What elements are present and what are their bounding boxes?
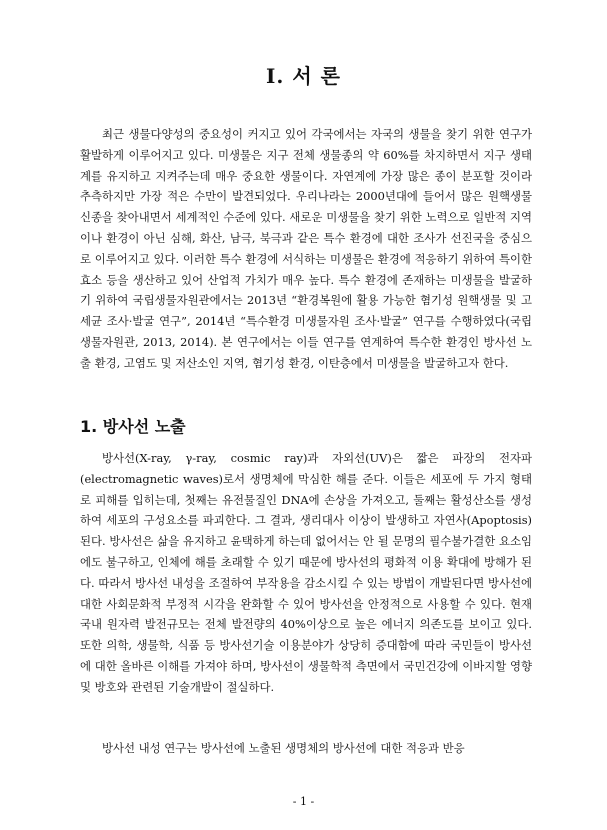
section-radiation-body-continued [80, 738, 532, 759]
chapter-title: I. 서 론 [266, 64, 341, 88]
section-radiation-paragraph-1: 방사선(X-ray, γ-ray, cosmic ray)과 자외선(UV)은 짧은 파장의 전자파(electromagnetic waves)로서 생명체에 막심한 해를 준다. 이들은 세포에 두 가지 형태로 피해를 입히는데, 첫째는 유전물질인 DNA에 손상을 가져오고, 둘째는 활성산소를 생성하여 세포의 구성요소를 파괴한다. 그 결과, 생리대사 이상이 발생하고 자연사(Apoptosis) 된다. 방사선은 삶을 유지하고 윤택하게 하는데 없어서는 안 될 문명의 필수불가결한 요소임에도 불구하고, 인체에 해를 초래할 수 있기 때문에 방사선의 평화적 이용 확대에 방해가 된다. 따라서 방사선 내성을 조절하여 부작용을 감소시킬 수 있는 방법이 개발된다면 방사선에 대한 사회문화적 부정적 시각을 완화할 수 있어 방사선을 안정적으로 사용할 수 있다. 현재 국내 원자력 발전규모는 전체 발전량의 40%이상으로 높은 에너지 의존도를 보이고 있다. 또한 의학, 생물학, 식품 등 방사선기술 이용분야가 상당히 증대함에 따라 국민들이 방사선에 대한 올바른 이해를 가져야 하며, 방사선이 생물학적 측면에서 국민건강에 이바지할 영향 및 방호와 관련된 기술개발이 절실하다. [80, 451, 532, 694]
page-number: - 1 - [292, 795, 315, 808]
section-heading-radiation: 1. 방사선 노출 [80, 417, 186, 436]
section-radiation-paragraph-2: 방사선 내성 연구는 방사선에 노출된 생명체의 방사선에 대한 적응과 반응 [102, 741, 465, 755]
intro-paragraph: 최근 생물다양성의 중요성이 커지고 있어 각국에서는 자국의 생물을 찾기 위한 연구가 활발하게 이루어지고 있다. 미생물은 지구 전체 생물종의 약 60%를 차지하면서 지구 생태계를 유지하고 지켜주는데 매우 중요한 생물이다. 자연계에 가장 많은 종이 분포할 것이라 추측하지만 가장 적은 수만이 발견되었다. 우리나라는 2000년대에 들어서 많은 원핵생물 신종을 찾아내면서 세계적인 수준에 있다. 새로운 미생물을 찾기 위한 노력으로 일반적 지역이나 환경이 아닌 심해, 화산, 남극, 북극과 같은 특수 환경에 대한 조사가 선진국을 중심으로 이루어지고 있다. 이러한 특수 환경에 서식하는 미생물은 환경에 적응하기 위하여 특이한 효소 등을 생산하고 있어 산업적 가치가 매우 높다. 특수 환경에 존재하는 미생물을 발굴하기 위하여 국립생물자원관에서는 2013년 “환경복원에 활용 가능한 혐기성 원핵생물 및 고세균 조사·발굴 연구”, 2014년 “특수환경 미생물자원 조사·발굴” 연구를 수행하였다(국립생물자원관, 2013, 2014). 본 연구에서는 이들 연구를 연계하여 특수한 환경인 방사선 노출 환경, 고염도 및 저산소인 지역, 혐기성 환경, 이탄층에서 미생물을 발굴하고자 한다. [80, 127, 532, 370]
section-radiation-body [80, 448, 532, 698]
intro-section [80, 124, 532, 374]
